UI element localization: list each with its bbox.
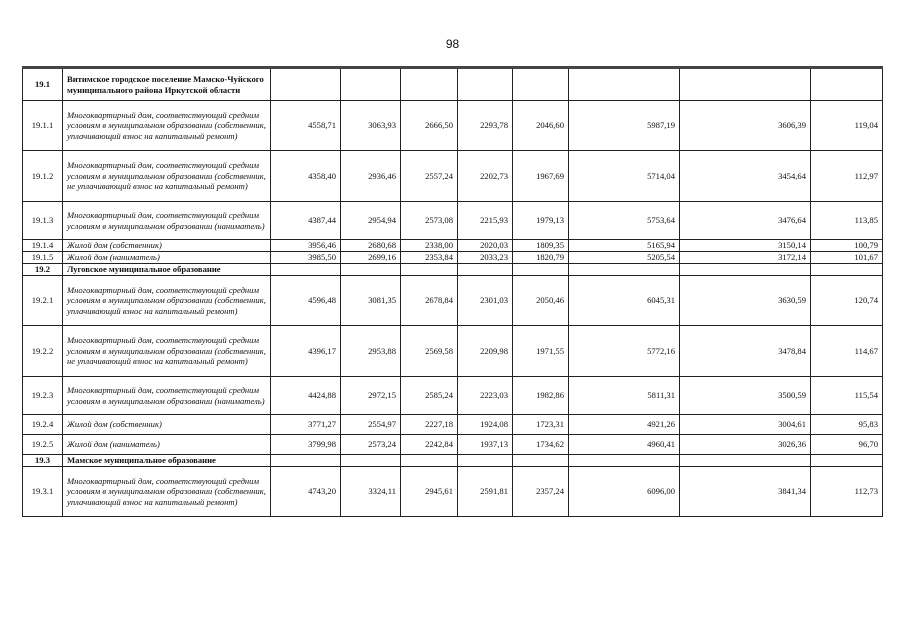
row-code: 19.2.4: [23, 415, 63, 435]
value-cell: 2666,50: [401, 101, 458, 151]
section-code: 19.2: [23, 264, 63, 276]
value-cell: 114,67: [811, 326, 883, 377]
empty-cell: [811, 455, 883, 467]
value-cell: 3956,46: [271, 240, 341, 252]
table-row: [23, 377, 883, 415]
empty-cell: [401, 68, 458, 101]
value-cell: 4396,17: [271, 326, 341, 377]
value-cell: 2557,24: [401, 151, 458, 202]
value-cell: 5753,64: [569, 202, 680, 240]
row-description: Жилой дом (наниматель): [63, 252, 271, 264]
value-cell: 4921,26: [569, 415, 680, 435]
value-cell: 120,74: [811, 276, 883, 326]
table-row: [23, 151, 883, 202]
value-cell: 3841,34: [680, 467, 811, 517]
empty-cell: [458, 455, 513, 467]
value-cell: 3606,39: [680, 101, 811, 151]
empty-cell: [341, 264, 401, 276]
value-cell: 3771,27: [271, 415, 341, 435]
value-cell: 2293,78: [458, 101, 513, 151]
value-cell: 2936,46: [341, 151, 401, 202]
empty-cell: [811, 68, 883, 101]
value-cell: 3500,59: [680, 377, 811, 415]
value-cell: 5714,04: [569, 151, 680, 202]
empty-cell: [569, 264, 680, 276]
table-row: [23, 326, 883, 377]
value-cell: 2591,81: [458, 467, 513, 517]
section-title: Луговское муниципальное образование: [63, 264, 271, 276]
value-cell: 3476,64: [680, 202, 811, 240]
value-cell: 4387,44: [271, 202, 341, 240]
empty-cell: [401, 455, 458, 467]
row-code: 19.2.3: [23, 377, 63, 415]
row-description: Многоквартирный дом, соответствующий средним условиям в муниципальном образовании (собственник, уплачивающий взнос на капитальный ремонт): [63, 467, 271, 517]
value-cell: 100,79: [811, 240, 883, 252]
value-cell: 2945,61: [401, 467, 458, 517]
value-cell: 2357,24: [513, 467, 569, 517]
value-cell: 2972,15: [341, 377, 401, 415]
table-row: [23, 240, 883, 252]
empty-cell: [680, 68, 811, 101]
value-cell: 3799,98: [271, 435, 341, 455]
value-cell: 2242,84: [401, 435, 458, 455]
value-cell: 4596,48: [271, 276, 341, 326]
value-cell: 1820,79: [513, 252, 569, 264]
value-cell: 6096,00: [569, 467, 680, 517]
value-cell: 4558,71: [271, 101, 341, 151]
empty-cell: [513, 68, 569, 101]
row-code: 19.2.5: [23, 435, 63, 455]
row-code: 19.1.3: [23, 202, 63, 240]
value-cell: 4743,20: [271, 467, 341, 517]
value-cell: 4960,41: [569, 435, 680, 455]
value-cell: 113,85: [811, 202, 883, 240]
value-cell: 3630,59: [680, 276, 811, 326]
value-cell: 2554,97: [341, 415, 401, 435]
value-cell: 2954,94: [341, 202, 401, 240]
value-cell: 1971,55: [513, 326, 569, 377]
row-description: Многоквартирный дом, соответствующий средним условиям в муниципальном образовании (собственник, уплачивающий взнос на капитальный ремонт): [63, 276, 271, 326]
section-row: [23, 68, 883, 101]
row-code: 19.2.1: [23, 276, 63, 326]
value-cell: 5987,19: [569, 101, 680, 151]
value-cell: 2223,03: [458, 377, 513, 415]
table-row: [23, 276, 883, 326]
section-title: Витимское городское поселение Мамско-Чуйского муниципального района Иркутской области: [63, 68, 271, 101]
value-cell: 2353,84: [401, 252, 458, 264]
value-cell: 2050,46: [513, 276, 569, 326]
value-cell: 2680,68: [341, 240, 401, 252]
value-cell: 2215,93: [458, 202, 513, 240]
empty-cell: [271, 68, 341, 101]
value-cell: 115,54: [811, 377, 883, 415]
value-cell: 112,97: [811, 151, 883, 202]
value-cell: 101,67: [811, 252, 883, 264]
row-code: 19.1.2: [23, 151, 63, 202]
value-cell: 1982,86: [513, 377, 569, 415]
empty-cell: [401, 264, 458, 276]
value-cell: 1979,13: [513, 202, 569, 240]
value-cell: 5772,16: [569, 326, 680, 377]
empty-cell: [513, 264, 569, 276]
empty-cell: [569, 455, 680, 467]
value-cell: 1723,31: [513, 415, 569, 435]
value-cell: 119,04: [811, 101, 883, 151]
value-cell: 2033,23: [458, 252, 513, 264]
empty-cell: [341, 68, 401, 101]
row-description: Многоквартирный дом, соответствующий средним условиям в муниципальном образовании (наниматель): [63, 377, 271, 415]
value-cell: 3454,64: [680, 151, 811, 202]
value-cell: 96,70: [811, 435, 883, 455]
empty-cell: [680, 264, 811, 276]
empty-cell: [271, 264, 341, 276]
value-cell: 3150,14: [680, 240, 811, 252]
value-cell: 2209,98: [458, 326, 513, 377]
value-cell: 3063,93: [341, 101, 401, 151]
value-cell: 2046,60: [513, 101, 569, 151]
value-cell: 1937,13: [458, 435, 513, 455]
row-description: Многоквартирный дом, соответствующий средним условиям в муниципальном образовании (собственник, уплачивающий взнос на капитальный ремонт): [63, 101, 271, 151]
value-cell: 3004,61: [680, 415, 811, 435]
page-number: 98: [445, 37, 460, 51]
section-code: 19.3: [23, 455, 63, 467]
row-description: Жилой дом (собственник): [63, 240, 271, 252]
empty-cell: [680, 455, 811, 467]
value-cell: 5165,94: [569, 240, 680, 252]
table-row: [23, 202, 883, 240]
row-code: 19.2.2: [23, 326, 63, 377]
row-description: Многоквартирный дом, соответствующий средним условиям в муниципальном образовании (собственник, не уплачивающий взнос на капитальный ремонт): [63, 151, 271, 202]
empty-cell: [569, 68, 680, 101]
value-cell: 1734,62: [513, 435, 569, 455]
empty-cell: [458, 68, 513, 101]
table-row: [23, 415, 883, 435]
value-cell: 3478,84: [680, 326, 811, 377]
value-cell: 2202,73: [458, 151, 513, 202]
empty-cell: [458, 264, 513, 276]
value-cell: 3081,35: [341, 276, 401, 326]
value-cell: 3985,50: [271, 252, 341, 264]
value-cell: 4358,40: [271, 151, 341, 202]
row-code: 19.1.4: [23, 240, 63, 252]
table-row: [23, 467, 883, 517]
value-cell: 5205,54: [569, 252, 680, 264]
row-description: Жилой дом (собственник): [63, 415, 271, 435]
value-cell: 2585,24: [401, 377, 458, 415]
row-description: Многоквартирный дом, соответствующий средним условиям в муниципальном образовании (наниматель): [63, 202, 271, 240]
value-cell: 112,73: [811, 467, 883, 517]
row-code: 19.1.1: [23, 101, 63, 151]
value-cell: 2227,18: [401, 415, 458, 435]
section-code: 19.1: [23, 68, 63, 101]
table-row: [23, 101, 883, 151]
value-cell: 4424,88: [271, 377, 341, 415]
value-cell: 2573,24: [341, 435, 401, 455]
section-row: [23, 455, 883, 467]
value-cell: 3324,11: [341, 467, 401, 517]
value-cell: 3172,14: [680, 252, 811, 264]
value-cell: 1924,08: [458, 415, 513, 435]
tariff-table: [22, 66, 883, 517]
value-cell: 2301,03: [458, 276, 513, 326]
table-row: [23, 252, 883, 264]
value-cell: 2569,58: [401, 326, 458, 377]
value-cell: 2573,08: [401, 202, 458, 240]
row-description: Многоквартирный дом, соответствующий средним условиям в муниципальном образовании (собственник, не уплачивающий взнос на капитальный ремонт): [63, 326, 271, 377]
value-cell: 2678,84: [401, 276, 458, 326]
value-cell: 2953,88: [341, 326, 401, 377]
value-cell: 1809,35: [513, 240, 569, 252]
section-row: [23, 264, 883, 276]
table-body: [23, 68, 883, 517]
value-cell: 95,83: [811, 415, 883, 435]
value-cell: 2020,03: [458, 240, 513, 252]
value-cell: 6045,31: [569, 276, 680, 326]
row-code: 19.3.1: [23, 467, 63, 517]
empty-cell: [341, 455, 401, 467]
value-cell: 2699,16: [341, 252, 401, 264]
row-description: Жилой дом (наниматель): [63, 435, 271, 455]
value-cell: 1967,69: [513, 151, 569, 202]
value-cell: 2338,00: [401, 240, 458, 252]
empty-cell: [513, 455, 569, 467]
section-title: Мамское муниципальное образование: [63, 455, 271, 467]
empty-cell: [271, 455, 341, 467]
value-cell: 3026,36: [680, 435, 811, 455]
empty-cell: [811, 264, 883, 276]
row-code: 19.1.5: [23, 252, 63, 264]
table-row: [23, 435, 883, 455]
value-cell: 5811,31: [569, 377, 680, 415]
